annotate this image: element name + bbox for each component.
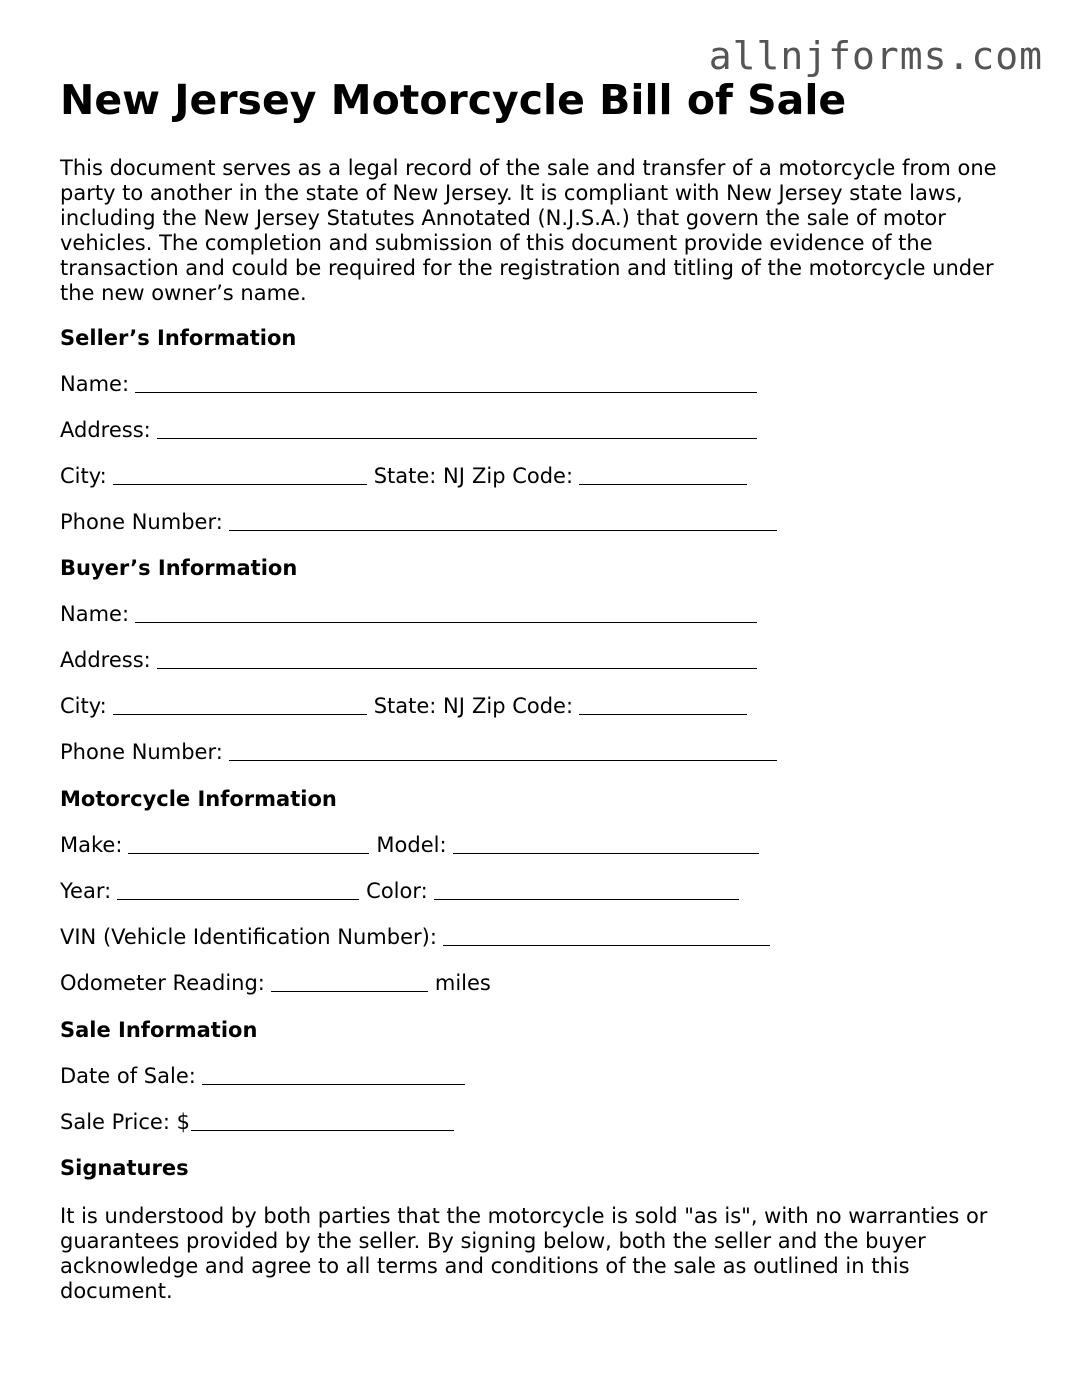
seller-address-field[interactable]: [157, 418, 757, 439]
watermark: allnjforms.com: [708, 34, 1043, 78]
odometer-field[interactable]: [271, 971, 428, 992]
sale-date-row: [60, 1064, 465, 1088]
make-field[interactable]: [128, 833, 369, 854]
sale-price-row: [60, 1110, 454, 1134]
motorcycle-heading: Motorcycle Information: [60, 787, 337, 811]
buyer-city-label: City:: [60, 694, 107, 718]
buyer-zip-field[interactable]: [579, 694, 747, 715]
model-field[interactable]: [453, 833, 759, 854]
buyer-name-label: Name:: [60, 602, 130, 626]
sale-heading: Sale Information: [60, 1018, 258, 1042]
seller-phone-label: Phone Number:: [60, 510, 223, 534]
page-title: New Jersey Motorcycle Bill of Sale: [60, 76, 847, 124]
signatures-paragraph: It is understood by both parties that the motorcycle is sold "as is", with no warranties or guarantees provided by the seller. By signing below, both the seller and the buyer acknowledge and agree to all terms and conditions of the sale as outlined in this document.: [60, 1204, 988, 1303]
year-color-row: [60, 879, 739, 903]
seller-city-row: [60, 464, 747, 488]
seller-address-label: Address:: [60, 418, 151, 442]
sale-price-label: Sale Price: $: [60, 1110, 190, 1134]
model-label: Model:: [376, 833, 447, 857]
buyer-address-row: [60, 648, 757, 672]
buyer-phone-row: [60, 740, 777, 764]
odometer-unit: miles: [434, 971, 491, 995]
buyer-zip-label: Zip Code:: [471, 694, 574, 718]
year-field[interactable]: [117, 879, 359, 900]
buyer-name-row: [60, 602, 757, 626]
seller-phone-field[interactable]: [229, 510, 777, 531]
vin-row: [60, 925, 770, 949]
make-label: Make:: [60, 833, 123, 857]
color-field[interactable]: [434, 879, 739, 900]
seller-city-field[interactable]: [113, 464, 367, 485]
odometer-label: Odometer Reading:: [60, 971, 265, 995]
odometer-row: [60, 971, 491, 995]
sale-date-field[interactable]: [202, 1064, 465, 1085]
seller-heading: Seller’s Information: [60, 326, 297, 350]
seller-address-row: [60, 418, 757, 442]
seller-name-field[interactable]: [135, 372, 757, 393]
vin-label: VIN (Vehicle Identification Number):: [60, 925, 437, 949]
buyer-address-field[interactable]: [157, 648, 757, 669]
buyer-city-row: [60, 694, 747, 718]
buyer-phone-field[interactable]: [229, 740, 777, 761]
year-label: Year:: [60, 879, 112, 903]
intro-paragraph: This document serves as a legal record of the sale and transfer of a motorcycle from one party to another in the state of New Jersey. It is compliant with New Jersey state laws, including the New Jersey Statutes Annotated (N.J.S.A.) that govern the sale of motor vehicles. The completion and submission of this document provide evidence of the transaction and could be required for the registration and titling of the motorcycle under the new owner’s name.: [60, 156, 997, 305]
sale-date-label: Date of Sale:: [60, 1064, 196, 1088]
buyer-heading: Buyer’s Information: [60, 556, 298, 580]
seller-zip-label: Zip Code:: [471, 464, 574, 488]
vin-field[interactable]: [443, 925, 770, 946]
seller-state-label: State: NJ: [373, 464, 465, 488]
seller-city-label: City:: [60, 464, 107, 488]
seller-name-row: [60, 372, 757, 396]
signatures-heading: Signatures: [60, 1156, 189, 1180]
buyer-state-label: State: NJ: [373, 694, 465, 718]
sale-price-field[interactable]: [191, 1110, 454, 1131]
color-label: Color:: [366, 879, 428, 903]
buyer-name-field[interactable]: [135, 602, 757, 623]
seller-name-label: Name:: [60, 372, 130, 396]
seller-zip-field[interactable]: [579, 464, 747, 485]
seller-phone-row: [60, 510, 777, 534]
buyer-address-label: Address:: [60, 648, 151, 672]
buyer-phone-label: Phone Number:: [60, 740, 223, 764]
buyer-city-field[interactable]: [113, 694, 367, 715]
make-model-row: [60, 833, 759, 857]
